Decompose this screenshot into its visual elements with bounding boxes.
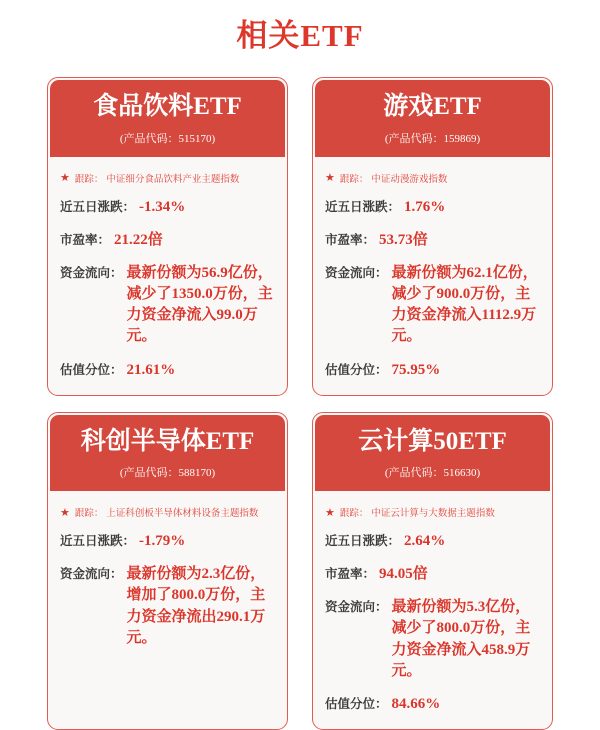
stat-row [325, 694, 540, 715]
etf-name: 食品饮料ETF [93, 93, 242, 120]
star-icon: ★ [60, 505, 70, 519]
stat-row [325, 263, 540, 348]
stat-row [60, 564, 275, 649]
etf-card-header [50, 80, 285, 157]
stat-label: 近五日涨跌： [60, 199, 136, 214]
stat-value: 最新份额为56.9亿份，减少了1350.0万份，主力资金净流入99.0万元。 [126, 264, 273, 345]
stat-value: -1.79% [139, 533, 186, 550]
etf-card-header [50, 415, 285, 492]
etf-card-header [315, 415, 550, 492]
tracked-index-name: 中证云计算与大数据主题指数 [371, 508, 495, 520]
stat-row [325, 197, 540, 218]
stat-label: 近五日涨跌： [325, 199, 401, 214]
etf-card-header [315, 80, 550, 157]
stat-label: 资金流向： [60, 265, 123, 280]
etf-card-body [50, 491, 285, 727]
stat-label: 市盈率： [60, 232, 111, 247]
stat-value: 1.76% [404, 198, 446, 215]
stat-row [60, 360, 275, 381]
stat-label: 资金流向： [60, 567, 123, 582]
etf-product-code: (产品代码：159869) [384, 132, 481, 145]
stat-label: 估值分位： [60, 362, 123, 377]
stat-row [325, 531, 540, 552]
stat-value: 最新份额为2.3亿份，增加了800.0万份，主力资金净流出290.1万元。 [126, 566, 266, 647]
stat-row [60, 531, 275, 552]
etf-card [312, 77, 553, 396]
tracked-index-name: 中证动漫游戏指数 [371, 173, 448, 185]
stat-row [325, 230, 540, 251]
stat-value: 21.22倍 [114, 231, 163, 248]
stat-value: 最新份额为5.3亿份，减少了800.0万份，主力资金净流入458.9万元。 [391, 599, 531, 680]
tracked-index-line [325, 505, 540, 519]
tracked-index-line [60, 505, 275, 519]
tracked-index-name: 中证细分食品饮料产业主题指数 [106, 173, 240, 185]
stat-row [60, 197, 275, 218]
track-label: 跟踪： [339, 508, 369, 520]
stat-value: 75.95% [391, 361, 441, 378]
stat-label: 市盈率： [325, 567, 376, 582]
page-title: 相关ETF [236, 18, 364, 53]
etf-product-code: (产品代码：515170) [119, 132, 216, 145]
stat-row [325, 564, 540, 585]
etf-card [47, 77, 288, 396]
stat-value: 84.66% [391, 696, 441, 713]
etf-name: 科创半导体ETF [80, 427, 255, 455]
stat-row [60, 230, 275, 251]
stat-row [325, 597, 540, 682]
stat-label: 估值分位： [325, 697, 388, 712]
etf-product-code: (产品代码：516630) [384, 467, 481, 480]
stat-row [60, 263, 275, 348]
etf-name: 云计算50ETF [358, 427, 507, 455]
stat-label: 近五日涨跌： [60, 534, 136, 549]
track-label: 跟踪： [74, 173, 104, 185]
stat-label: 资金流向： [325, 265, 388, 280]
stat-value: 94.05倍 [379, 566, 428, 583]
etf-card [47, 412, 288, 730]
stat-label: 市盈率： [325, 232, 376, 247]
tracked-index-line [60, 171, 275, 185]
track-label: 跟踪： [339, 173, 369, 185]
track-label: 跟踪： [74, 508, 104, 520]
etf-card [312, 412, 553, 730]
etf-name: 游戏ETF [383, 93, 482, 120]
star-icon: ★ [325, 171, 335, 184]
stat-value: 2.64% [404, 533, 446, 550]
stat-label: 估值分位： [325, 362, 388, 377]
tracked-index-name: 上证科创板半导体材料设备主题指数 [106, 508, 259, 520]
etf-card-body [315, 157, 550, 393]
etf-product-code: (产品代码：588170) [119, 467, 216, 480]
stat-label: 资金流向： [325, 600, 388, 615]
stat-value: 最新份额为62.1亿份，减少了900.0万份，主力资金净流入1112.9万元。 [391, 264, 538, 345]
stat-row [325, 360, 540, 381]
etf-card-body [315, 491, 550, 727]
stat-value: 53.73倍 [379, 231, 428, 248]
etf-card-body [50, 157, 285, 393]
star-icon: ★ [325, 505, 335, 519]
stat-value: -1.34% [139, 198, 186, 215]
star-icon: ★ [60, 171, 70, 184]
etf-card-grid [47, 77, 553, 730]
stat-value: 21.61% [126, 361, 176, 378]
tracked-index-line [325, 171, 540, 185]
stat-label: 近五日涨跌： [325, 534, 401, 549]
